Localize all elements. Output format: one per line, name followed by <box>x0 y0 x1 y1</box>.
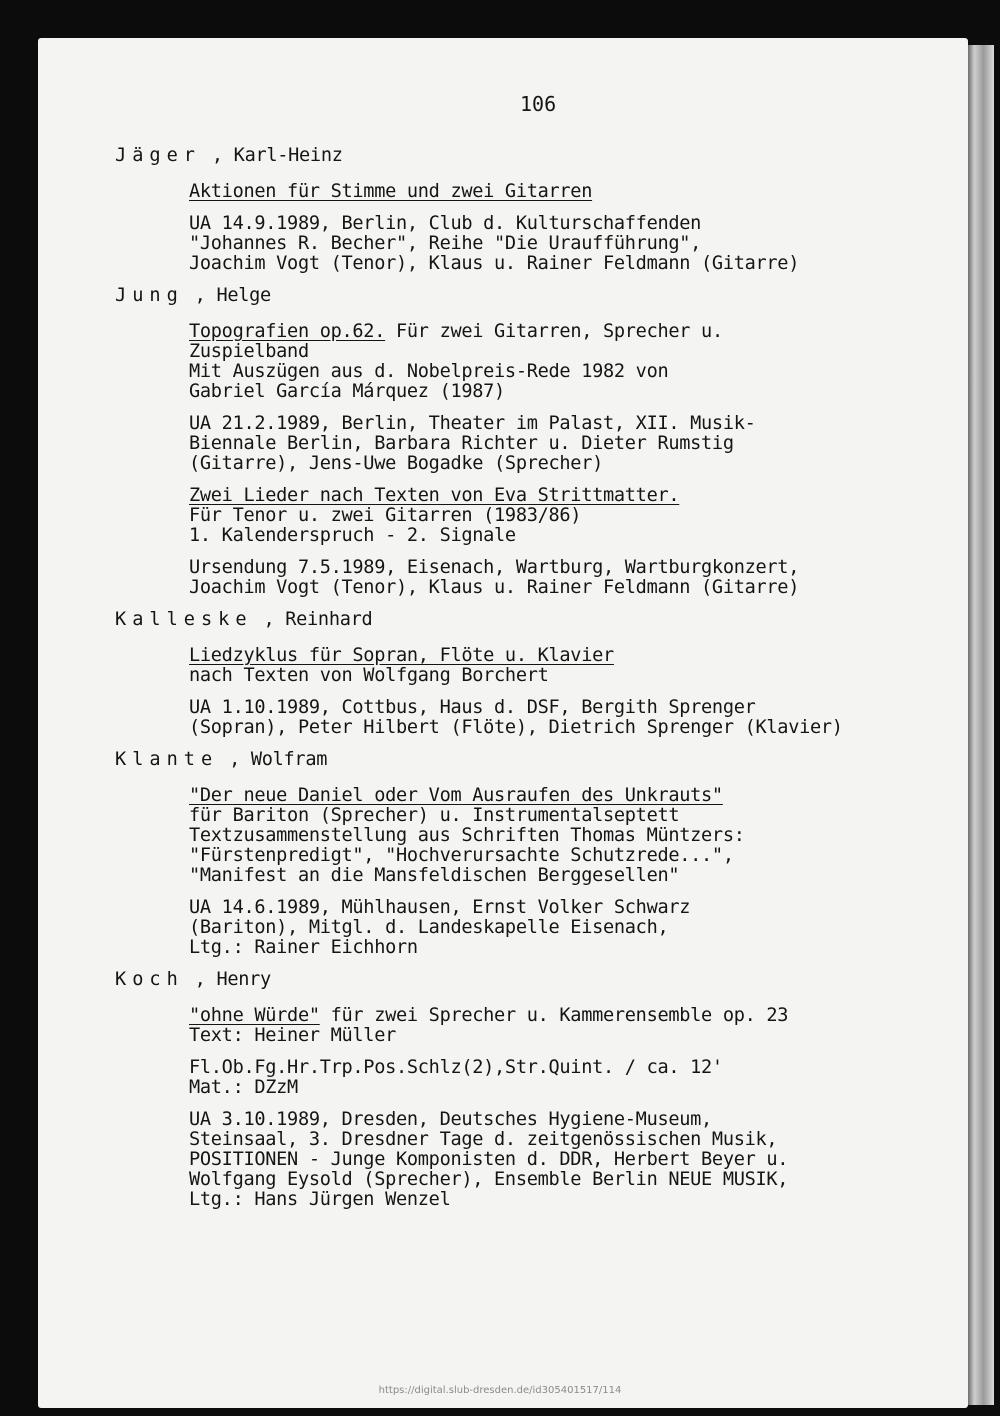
composer-entry <box>115 286 945 598</box>
premiere-line: (Gitarre), Jens-Uwe Bogadke (Sprecher) <box>189 453 603 474</box>
composer-last-name: Kalleske <box>115 609 253 630</box>
premiere-line: UA 14.6.1989, Mühlhausen, Ernst Volker Schwarz <box>189 897 691 918</box>
composer-first-name: Helge <box>216 285 271 306</box>
material-line: Mat.: DZzM <box>189 1077 298 1098</box>
premiere-line: POSITIONEN - Junge Komponisten d. DDR, Herbert Beyer u. <box>189 1149 789 1170</box>
page-number: 106 <box>520 92 557 116</box>
premiere-info <box>189 414 945 474</box>
composer-last-name: Klante <box>115 749 219 770</box>
premiere-line: UA 3.10.1989, Dresden, Deutsches Hygiene-Museum, <box>189 1109 712 1130</box>
premiere-info <box>189 558 945 598</box>
work <box>189 322 945 474</box>
premiere-info <box>189 698 945 738</box>
entries-list <box>115 144 945 1222</box>
composer-heading: Koch , Henry <box>115 969 271 990</box>
composer-heading: Kalleske , Reinhard <box>115 609 373 630</box>
work-detail-line: Textzusammenstellung aus Schriften Thomas Müntzers: <box>189 825 745 846</box>
work-detail-line: Mit Auszügen aus d. Nobelpreis-Rede 1982 von <box>189 361 669 382</box>
work-detail-line: Gabriel García Márquez (1987) <box>189 381 505 402</box>
work-detail-line: für Bariton (Sprecher) u. Instrumentalseptett <box>189 805 680 826</box>
adjacent-page-edge <box>968 45 994 1405</box>
work-description <box>189 322 945 402</box>
composer-first-name: Reinhard <box>285 609 373 630</box>
composer-heading: Jung , Helge <box>115 285 271 306</box>
composer-last-name: Jung <box>115 285 184 306</box>
work-title-rest: für zwei Sprecher u. Kammerensemble op. 23 <box>319 1005 789 1026</box>
work <box>189 1006 945 1210</box>
work-title: "ohne Würde" <box>189 1005 320 1026</box>
premiere-info <box>189 898 945 958</box>
composer-first-name: Karl-Heinz <box>233 145 343 166</box>
premiere-info <box>189 1110 945 1210</box>
work-title: Topografien op.62. <box>189 321 386 342</box>
premiere-line: Joachim Vogt (Tenor), Klaus u. Rainer Feldmann (Gitarre) <box>189 253 800 274</box>
work <box>189 182 945 274</box>
work-detail-line: Text: Heiner Müller <box>189 1025 396 1046</box>
work-title: Liedzyklus für Sopran, Flöte u. Klavier <box>189 645 614 666</box>
work-description <box>189 182 945 202</box>
composer-entry <box>115 610 945 738</box>
work-description <box>189 786 945 886</box>
work <box>189 486 945 598</box>
premiere-line: UA 14.9.1989, Berlin, Club d. Kulturschaffenden <box>189 213 702 234</box>
work-title: "Der neue Daniel oder Vom Ausraufen des Unkrauts" <box>189 785 723 806</box>
premiere-line: Ursendung 7.5.1989, Eisenach, Wartburg, Wartburgkonzert, <box>189 557 800 578</box>
composer-last-name: Jäger <box>115 145 201 166</box>
premiere-line: Ltg.: Rainer Eichhorn <box>189 937 418 958</box>
work-title-rest: Für zwei Gitarren, Sprecher u. <box>385 321 723 342</box>
work-detail-line: 1. Kalenderspruch - 2. Signale <box>189 525 516 546</box>
premiere-line: Joachim Vogt (Tenor), Klaus u. Rainer Feldmann (Gitarre) <box>189 577 800 598</box>
work-detail-line: "Manifest an die Mansfeldischen Berggesellen" <box>189 865 680 886</box>
premiere-line: Biennale Berlin, Barbara Richter u. Dieter Rumstig <box>189 433 734 454</box>
composer-first-name: Henry <box>216 969 271 990</box>
work-detail-line: Für Tenor u. zwei Gitarren (1983/86) <box>189 505 582 526</box>
work <box>189 786 945 958</box>
composer-entry <box>115 970 945 1210</box>
premiere-line: UA 21.2.1989, Berlin, Theater im Palast, XII. Musik- <box>189 413 756 434</box>
premiere-line: Steinsaal, 3. Dresdner Tage d. zeitgenössischen Musik, <box>189 1129 778 1150</box>
composer-last-name: Koch <box>115 969 184 990</box>
composer-entry <box>115 146 945 274</box>
work-detail-line: Zuspielband <box>189 341 309 362</box>
premiere-line: Wolfgang Eysold (Sprecher), Ensemble Berlin NEUE MUSIK, <box>189 1169 789 1190</box>
work-detail-line: nach Texten von Wolfgang Borchert <box>189 665 549 686</box>
instrumentation-line: Fl.Ob.Fg.Hr.Trp.Pos.Schlz(2),Str.Quint. / ca. 12' <box>189 1057 723 1078</box>
composer-heading: Klante , Wolfram <box>115 749 328 770</box>
premiere-line: (Sopran), Peter Hilbert (Flöte), Dietrich Sprenger (Klavier) <box>189 717 843 738</box>
work-title: Zwei Lieder nach Texten von Eva Strittmatter. <box>189 485 680 506</box>
work-description <box>189 1006 945 1046</box>
work-description <box>189 646 945 686</box>
premiere-line: (Bariton), Mitgl. d. Landeskapelle Eisenach, <box>189 917 669 938</box>
premiere-line: UA 1.10.1989, Cottbus, Haus d. DSF, Bergith Sprenger <box>189 697 756 718</box>
work-detail-line: "Fürstenpredigt", "Hochverursachte Schutzrede...", <box>189 845 734 866</box>
source-url: https://digital.slub-dresden.de/id305401517/114 <box>378 1385 622 1396</box>
premiere-info <box>189 214 945 274</box>
work-title: Aktionen für Stimme und zwei Gitarren <box>189 181 593 202</box>
premiere-line: Ltg.: Hans Jürgen Wenzel <box>189 1189 451 1210</box>
work <box>189 646 945 738</box>
premiere-line: "Johannes R. Becher", Reihe "Die Uraufführung", <box>189 233 702 254</box>
composer-entry <box>115 750 945 958</box>
work-description <box>189 486 945 546</box>
composer-first-name: Wolfram <box>250 749 328 770</box>
instrumentation <box>189 1058 945 1098</box>
composer-heading: Jäger , Karl-Heinz <box>115 145 343 166</box>
